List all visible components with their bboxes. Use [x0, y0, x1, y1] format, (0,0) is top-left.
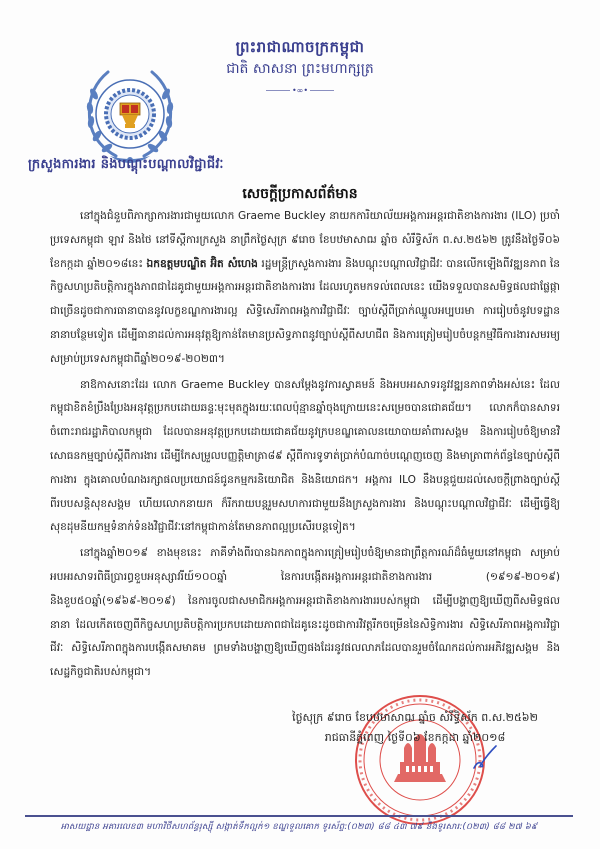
- date-signature-block: [270, 708, 560, 748]
- minister-name: ឯកឧត្តមបណ្ឌិត អ៊ិត សំហេង: [146, 257, 258, 270]
- paragraph-3: នៅក្នុងឆ្នាំ២០១៩ ខាងមុខនេះ ភាគីទាំងពីរបានឯកភាពក្នុងការត្រៀមរៀបចំឱ្យមានជាព្រឹត្តការណ៍ដ៏ធំមួយនៅកម្ពុជា សម្រាប់អបអរសាទរពិធីប្រារព្ធខួបអនុស្សាវរីយ៍១០០ឆ្នាំ នៃការបង្កើតអង្គការអន្តរជាតិខាងការងារ (១៩១៩-២០១៩) និងខួប៥០ឆ្នាំ(១៩៦៩-២០១៩) នៃការចូលជាសមាជិកអង្គការអន្តរជាតិខាងការងាររបស់កម្ពុជា ដើម្បីបង្ហាញឱ្យឃើញពីសមិទ្ធផលនានា ដែលកើតចេញពីកិច្ចសហប្រតិបត្តិការប្រកបដោយភាពជាដៃគូនេះដូចជាការវិវត្តរីកចម្រើននៃសិទ្ធិការងារ សិទ្ធិសេរីភាពអង្គការវិជ្ជាជីវៈ សិទ្ធិសេរីភាពក្នុងការបង្កើតសមាគម ព្រមទាំងបង្ហាញឱ្យឃើញផងដែរនូវផលលាភដែលបានរួមចំណែកដល់ការអភិវឌ្ឍសង្គម និងសេដ្ឋកិច្ចជាតិរបស់កម្ពុជា។: [50, 547, 560, 679]
- ministry-name: ក្រសួងការងារ និងបណ្តុះបណ្តាលវិជ្ជាជីវៈ: [28, 157, 224, 172]
- paragraph-1-intro: នៅក្នុងជំនួបពិភាក្សាការងារជាមួយលោក Graeme Buckley នាយកការិយាល័យអង្គការអន្តរជាតិខាងការងារ (ILO) ប្រចាំប្រទេសកម្ពុជា ឡាវ និងថៃ នៅទីស្តីការក្រសួង នាព្រឹកថ្ងៃសុក្រ ៩រោច ខែបឋមាសាឍ ឆ្នាំច សំរឹទ្ធិស័ក ព.ស.២៥៦២ ត្រូវនឹងថ្ងៃទី០៦ ខែកក្កដា ឆ្នាំ២០១៨នេះ: [50, 210, 560, 270]
- footer-address: អាសយដ្ឋាន អគារលេខ៣ មហាវិថីសហព័ន្ធរុស្ស៊ី សង្កាត់ទឹកល្អក់១ ខណ្ឌទួលគោក ទូរស័ព្ទ:(០២៣) ៨៨ ៤៣ ៧៩ និងទូរសារ:(០២៣) ៨៨ ២៧ ៦៩: [60, 822, 538, 832]
- kingdom-title: ព្រះរាជាណាចក្រកម្ពុជា: [235, 38, 365, 56]
- ministry-logo-icon: [80, 60, 180, 168]
- place-and-date: រាជធានីភ្នំពេញ ថ្ងៃទី០៦ ខែកក្កដា ឆ្នាំ២០១៨: [324, 731, 506, 744]
- document-body: [50, 205, 560, 685]
- lunar-date: ថ្ងៃសុក្រ ៩រោច ខែបឋមាសាឍ ឆ្នាំច សំរឹទ្ធិស័ក ព.ស.២៥៦២: [292, 711, 538, 724]
- ornament-glyph: •∞•: [291, 86, 309, 95]
- kingdom-header: [200, 36, 400, 95]
- paragraph-2: នាឱកាសនោះដែរ លោក Graeme Buckley បានសម្តែងនូវការស្វាគមន៍ និងអបអរសាទរនូវវឌ្ឍនភាពទាំងអស់នេះ ដែលកម្ពុជាខិតខំប្រឹងប្រែងអនុវត្តប្រកបដោយឆន្ទៈមុះមុតក្នុងរយៈពេលប៉ុន្មានឆ្នាំចុងក្រោយនេះសម្រេចបានជោគជ័យ។ លោកក៏បានសាទរចំពោះរាជរដ្ឋាភិបាលកម្ពុជា ដែលបានអនុវត្តប្រកបដោយជោគជ័យនូវក្របខណ្ឌគោលនយោបាយគាំពារសង្គម និងការរៀបចំឱ្យមានវិសោធនកម្មច្បាប់ស្តីពីការងារ ដើម្បីកែសម្រួលបញ្ញត្តិមាត្រា៨៩ ស្តីពីការទូទាត់ប្រាក់បំណាច់បណ្តេញចេញ និងមាត្រាពាក់ព័ន្ធនៃច្បាប់ស្តីពីការងារ ក្នុងគោលបំណងរក្សាផលប្រយោជន៍ជូនកម្មករនិយោជិត និងនិយោជក។ អង្គការ ILO នឹងបន្តជួយដល់សេចក្តីព្រាងច្បាប់ស្តីពីរបបសន្តិសុខសង្គម ហើយលោកនាយក ក៏រីករាយបន្តរួមសហការជាមួយនឹងក្រសួងការងារ និងបណ្តុះបណ្តាលវិជ្ជាជីវៈ ដើម្បីធ្វើឱ្យសុខដុមនីយកម្មទំនាក់ទំនងវិជ្ជាជីវៈនៅកម្ពុជាកាន់តែមានភាពល្អប្រសើរបន្តទៀត។: [50, 378, 560, 534]
- national-motto: ជាតិ សាសនា ព្រះមហាក្សត្រ: [226, 61, 374, 77]
- footer-divider: [25, 815, 573, 817]
- paragraph-1-rest: រដ្ឋមន្ត្រីក្រសួងការងារ និងបណ្តុះបណ្តាលវិជ្ជាជីវៈ បានលើកឡើងពីវឌ្ឍនភាព នៃកិច្ចសហប្រតិបត្តិការក្នុងភាពជាដៃគូជាមួយអង្គការអន្តរជាតិខាងការងារ ដែលរហូតមកទល់ពេលនេះ យើងទទួលបានសមិទ្ធផលជាផ្លែផ្កាជាច្រើនដូចជាការធានាបាននូវលក្ខខណ្ឌការងារល្អ សិទ្ធិសេរីភាពអង្គការវិជ្ជាជីវៈ ច្បាប់ស្តីពីប្រាក់ឈ្នួលអប្បបរមា ការរៀបចំនូវបទដ្ឋាននានាបន្ថែមទៀត ដើម្បីធានាដល់ការអនុវត្តឱ្យកាន់តែមានប្រសិទ្ធភាពនូវច្បាប់ស្តីពីសហជីព និងការត្រៀមរៀបចំបន្តកម្មវិធីការងារសមរម្យសម្រាប់ប្រទេសកម្ពុជាពីឆ្នាំ២០១៩-២០២៣។: [50, 257, 560, 365]
- ornament-line-left: [266, 90, 290, 91]
- document-title: សេចក្តីប្រកាសព័ត៌មាន: [242, 186, 358, 202]
- ornament-line-right: [310, 90, 334, 91]
- paragraph-1: [50, 205, 560, 372]
- ornament-divider: [200, 86, 400, 95]
- handwritten-signature-icon: [470, 742, 500, 772]
